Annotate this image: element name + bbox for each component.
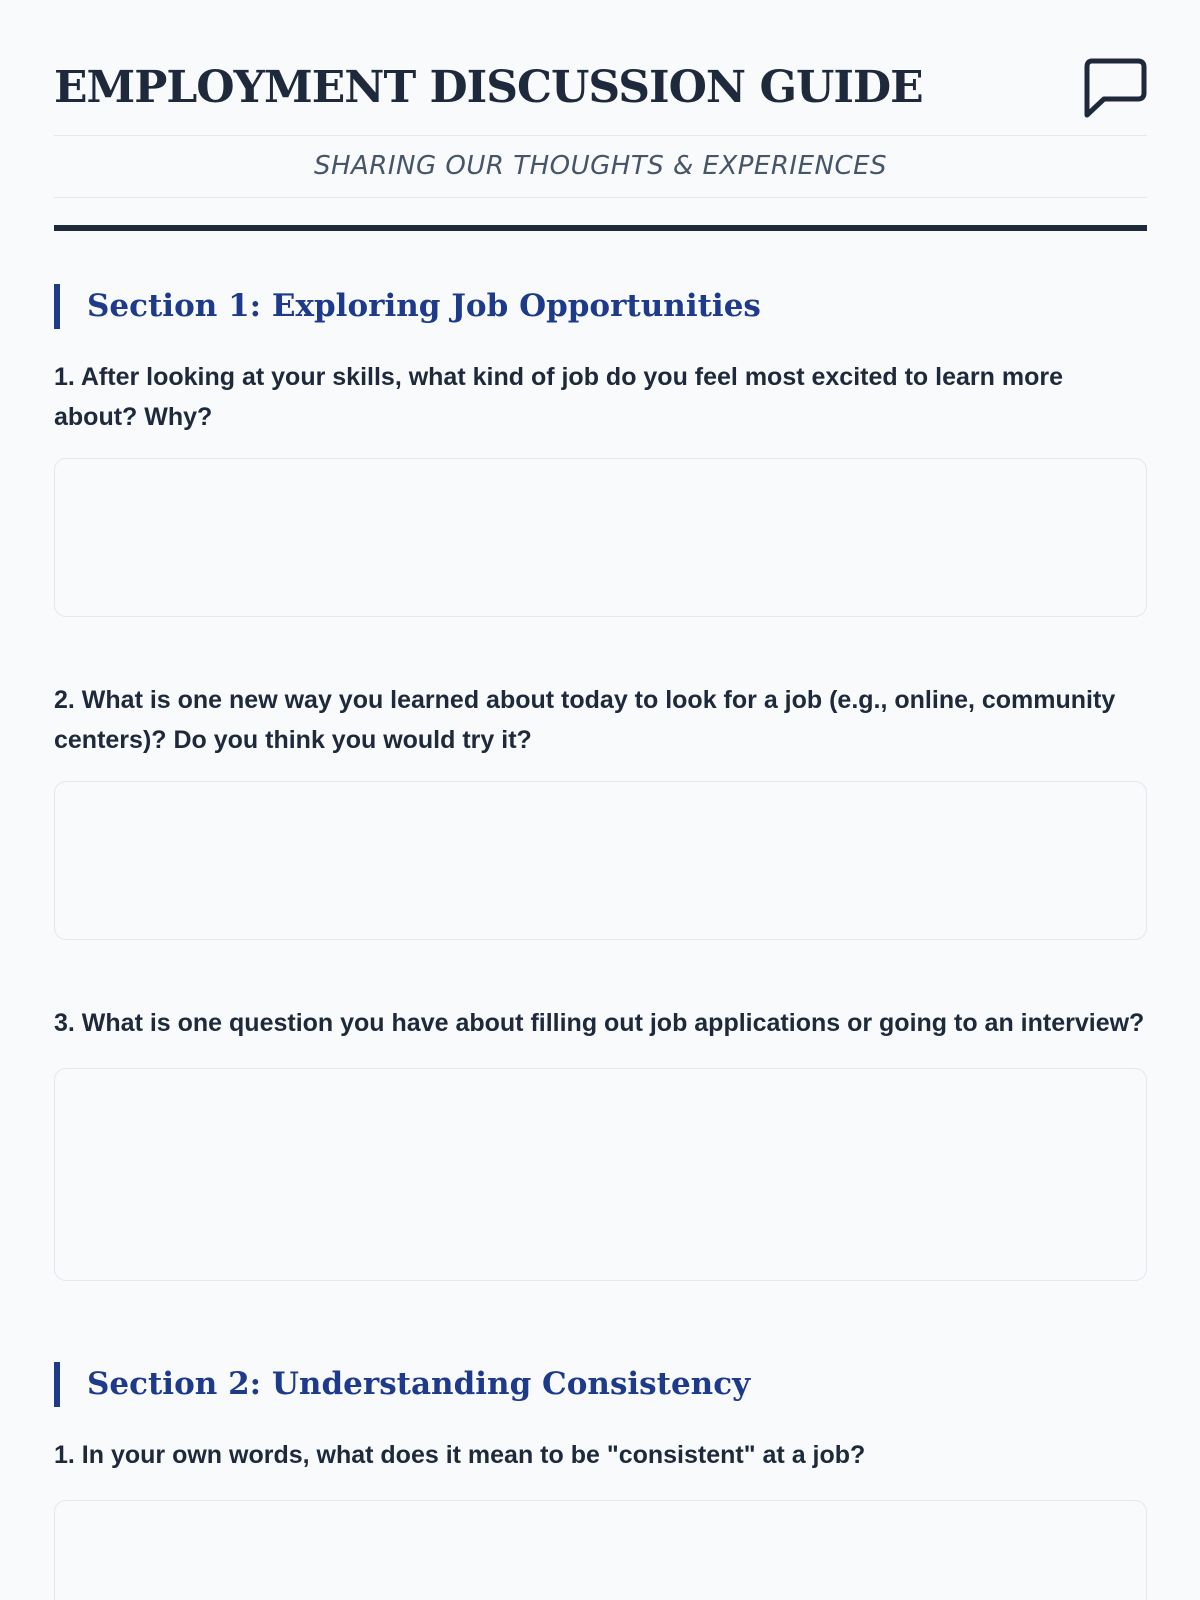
section-1-answer-3[interactable]	[54, 1068, 1147, 1281]
section-2-question-1: 1. In your own words, what does it mean to be "consistent" at a job?	[54, 1441, 866, 1469]
section-1-question-3: 3. What is one question you have about filling out job applications or going to an interview?	[54, 1009, 1145, 1037]
section-2-answer-1[interactable]	[54, 1500, 1147, 1600]
chat-bubble-icon	[1083, 58, 1147, 120]
page-subtitle: SHARING OUR THOUGHTS & EXPERIENCES	[54, 136, 1147, 198]
section-1-answer-2[interactable]	[54, 781, 1147, 940]
section-1-heading: Section 1: Exploring Job Opportunities	[54, 283, 1147, 329]
header-divider	[54, 225, 1147, 231]
section-1-question-1: 1. After looking at your skills, what kind of job do you feel most excited to learn more about? Why?	[54, 363, 1063, 431]
page-title: EMPLOYMENT DISCUSSION GUIDE	[54, 62, 923, 113]
section-2-heading: Section 2: Understanding Consistency	[54, 1361, 1147, 1407]
page-content	[54, 0, 1147, 1600]
section-1-question-2: 2. What is one new way you learned about today to look for a job (e.g., online, community centers)? Do you think you would try it?	[54, 686, 1116, 754]
page-header	[54, 0, 1147, 136]
section-1-answer-1[interactable]	[54, 458, 1147, 617]
